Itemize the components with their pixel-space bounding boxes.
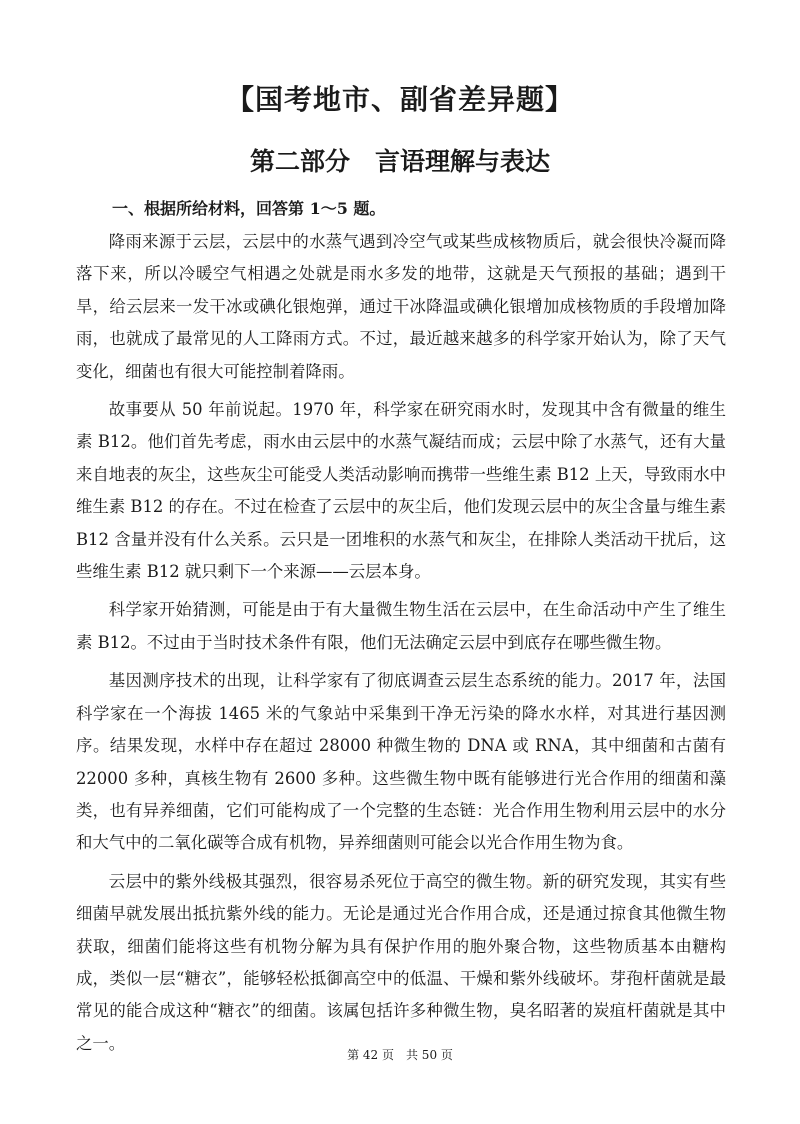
page-number: 第 42 页 共 50 页: [347, 1048, 453, 1062]
passage-paragraph-5: 云层中的紫外线极其强烈，很容易杀死位于高空的微生物。新的研究发现，其实有些细菌早就发展出抵抗紫外线的能力。无论是通过光合作用合成，还是通过掠食其他微生物获取，细菌们能将这些有机物分解为具有保护作用的胞外聚合物，这些物质基本由糖构成，类似一层“糖衣”，能够轻松抵御高空中的低温、干燥和紫外线破坏。芽孢杆菌就是最常见的能合成这种“糖衣”的细菌。该属包括许多种微生物，臭名昭著的炭疽杆菌就是其中之一。: [76, 871, 726, 1053]
reading-passage: [76, 226, 726, 1066]
question-instruction: 一、根据所给材料，回答第 1～5 题。: [112, 199, 386, 218]
passage-paragraph-4: 基因测序技术的出现，让科学家有了彻底调查云层生态系统的能力。2017 年，法国科学家在一个海拔 1465 米的气象站中采集到干净无污染的降水水样，对其进行基因测序。结果发现，水样中存在超过 28000 种微生物的 DNA 或 RNA，其中细菌和古菌有 22000 多种，真核生物有 2600 多种。这些微生物中既有能够进行光合作用的细菌和藻类，也有异养细菌，它们可能构成了一个完整的生态链：光合作用生物利用云层中的水分和大气中的二氧化碳等合成有机物，异养细菌则可能会以光合作用生物为食。: [76, 671, 726, 853]
passage-paragraph-3: 科学家开始猜测，可能是由于有大量微生物生活在云层中，在生命活动中产生了维生素 B12。不过由于当时技术条件有限，他们无法确定云层中到底存在哪些微生物。: [76, 600, 726, 652]
section-title: 第二部分 言语理解与表达: [249, 147, 550, 176]
passage-paragraph-1: 降雨来源于云层，云层中的水蒸气遇到冷空气或某些成核物质后，就会很快冷凝而降落下来，所以冷暖空气相遇之处就是雨水多发的地带，这就是天气预报的基础；遇到干旱，给云层来一发干冰或碘化银炮弹，通过干冰降温或碘化银增加成核物质的手段增加降雨，也就成了最常见的人工降雨方式。不过，最近越来越多的科学家开始认为，除了天气变化，细菌也有很大可能控制着降雨。: [76, 232, 726, 381]
main-title: 【国考地市、副省差异题】: [225, 83, 574, 116]
passage-paragraph-2: 故事要从 50 年前说起。1970 年，科学家在研究雨水时，发现其中含有微量的维生素 B12。他们首先考虑，雨水由云层中的水蒸气凝结而成；云层中除了水蒸气，还有大量来自地表的灰尘，这些灰尘可能受人类活动影响而携带一些维生素 B12 上天，导致雨水中维生素 B12 的存在。不过在检查了云层中的灰尘后，他们发现云层中的灰尘含量与维生素 B12 含量并没有什么关系。云只是一团堆积的水蒸气和灰尘，在排除人类活动干扰后，这些维生素 B12 就只剩下一个来源——云层本身。: [76, 400, 726, 582]
